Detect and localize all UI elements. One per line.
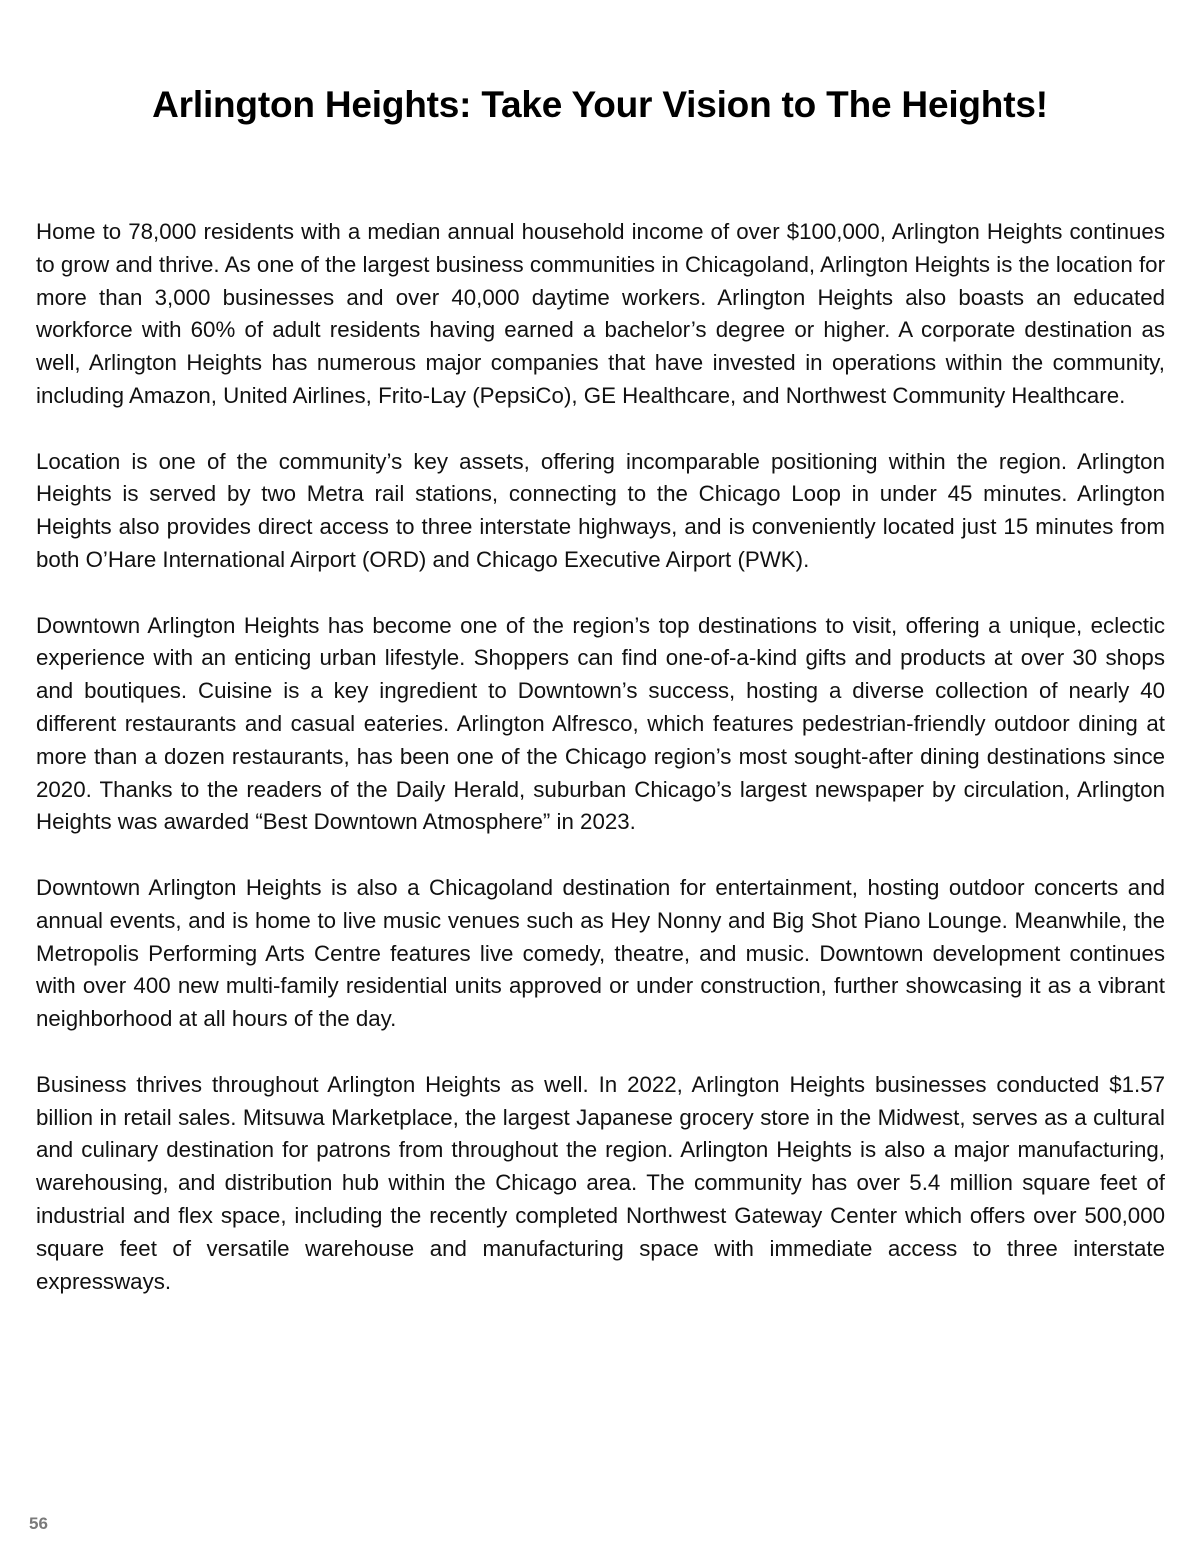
- document-body: [36, 216, 1165, 1298]
- paragraph-downtown-entertainment: Downtown Arlington Heights is also a Chicagoland destination for entertainment, hosting outdoor concerts and annual events, and is home to live music venues such as Hey Nonny and Big Shot Piano Lounge. Meanwhile, the Metropolis Performing Arts Centre features live comedy, theatre, and music. Downtown development continues with over 400 new multi-family residential units approved or under construction, further showcasing it as a vibrant neighborhood at all hours of the day.: [36, 874, 1165, 1032]
- paragraph-downtown-destinations: Downtown Arlington Heights has become one of the region’s top destinations to visit, offering a unique, eclectic experience with an enticing urban lifestyle. Shoppers can find one-of-a-kind gifts and products at over 30 shops and boutiques. Cuisine is a key ingredient to Downtown’s success, hosting a diverse collection of nearly 40 different restaurants and casual eateries. Arlington Alfresco, which features pedestrian-friendly outdoor dining at more than a dozen restaurants, has been one of the Chicago region’s most sought-after dining destinations since 2020. Thanks to the readers of the Daily Herald, suburban Chicago’s largest newspaper by circulation, Arlington Heights was awarded “Best Downtown Atmosphere” in 2023.: [36, 612, 1165, 835]
- paragraph-residents-overview: Home to 78,000 residents with a median annual household income of over $100,000, Arlington Heights continues to grow and thrive. As one of the largest business communities in Chicagoland, Arlington Heights is the location for more than 3,000 businesses and over 40,000 daytime workers. Arlington Heights also boasts an educated workforce with 60% of adult residents having earned a bachelor’s degree or higher. A corporate destination as well, Arlington Heights has numerous major companies that have invested in operations within the community, including Amazon, United Airlines, Frito-Lay (PepsiCo), GE Healthcare, and Northwest Community Healthcare.: [36, 219, 1165, 408]
- page-title: Arlington Heights: Take Your Vision to The Heights!: [152, 84, 1048, 125]
- paragraph-business: Business thrives throughout Arlington Heights as well. In 2022, Arlington Heights businesses conducted $1.57 billion in retail sales. Mitsuwa Marketplace, the largest Japanese grocery store in the Midwest, serves as a cultural and culinary destination for patrons from throughout the region. Arlington Heights is also a major manufacturing, warehousing, and distribution hub within the Chicago area. The community has over 5.4 million square feet of industrial and flex space, including the recently completed Northwest Gateway Center which offers over 500,000 square feet of versatile warehouse and manufacturing space with immediate access to three interstate expressways.: [36, 1071, 1165, 1294]
- page-number: 56: [29, 1514, 48, 1533]
- paragraph-location: Location is one of the community’s key assets, offering incomparable positioning within the region. Arlington Heights is served by two Metra rail stations, connecting to the Chicago Loop in under 45 minutes. Arlington Heights also provides direct access to three interstate highways, and is conveniently located just 15 minutes from both O’Hare International Airport (ORD) and Chicago Executive Airport (PWK).: [36, 448, 1165, 572]
